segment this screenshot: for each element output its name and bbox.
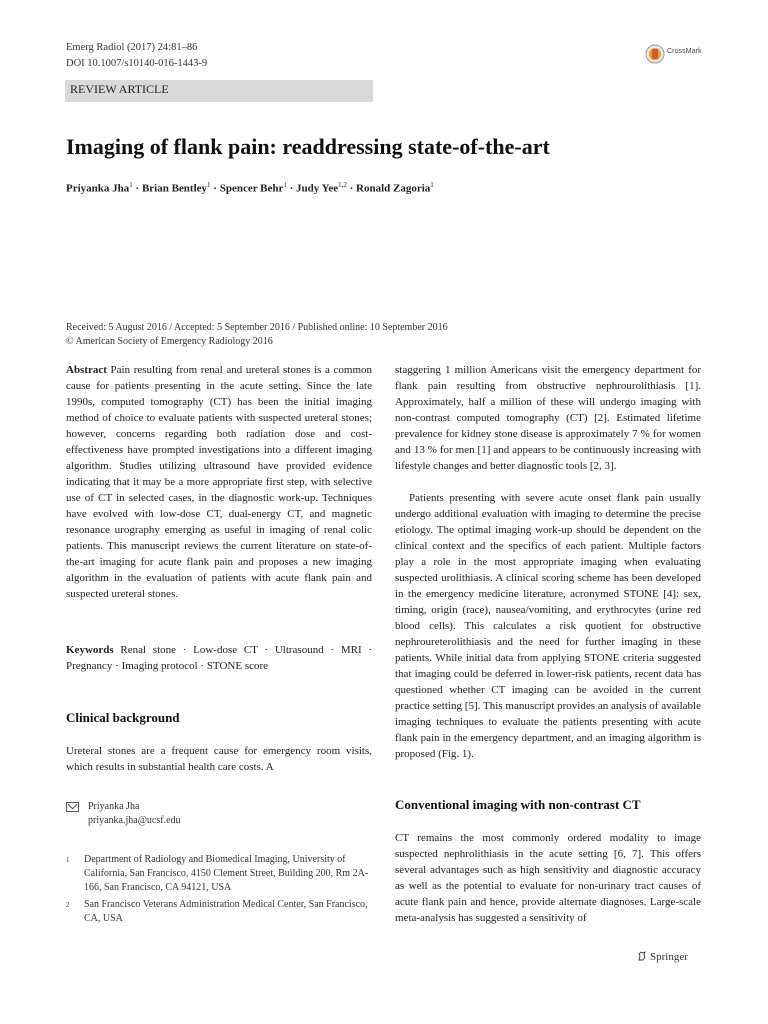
crossmark-badge[interactable] bbox=[645, 44, 715, 66]
abstract-text: Pain resulting from renal and ureteral stones is a common cause for patients presenting in the acute setting. Since the late 1990s, computed tomography (CT) has been the initial imaging method of choice to evaluate patients with suspected ureteral stones; however, concerns regarding both radiation dose and cost-effectiveness have prompted investigations into a different imaging algorithm. Studies utilizing ultrasound have provided evidence indicating that it may be a more appropriate first step, with selective use of CT in selected cases, in the diagnostic work-up. Techniques have evolved with low-dose CT, dual-energy CT, and magnetic resonance urography emerging as useful in imaging of renal colic patients. This manuscript reviews the current literature on state-of-the-art imaging for acute flank pain and proposes a new imaging algorithm in the evaluation of patients with acute flank pain and suspected ureteral stones. bbox=[66, 364, 373, 600]
crossmark-label: CrossMark bbox=[667, 48, 702, 55]
affiliation-number: 2 bbox=[66, 901, 70, 909]
article-title: Imaging of flank pain: readdressing state-of-the-art bbox=[66, 134, 550, 159]
author-list: Priyanka Jha$^1$ · Brian Bentley$^1$ · Spencer Behr$^1$ · Judy Yee$^{1,2}$ · Ronald Zagoria$^1$ bbox=[66, 181, 434, 195]
springer-horse-icon bbox=[637, 951, 647, 961]
clinical-background-heading: Clinical background bbox=[66, 710, 180, 725]
affiliation-number: 1 bbox=[66, 856, 70, 864]
author-affiliation: 1 bbox=[430, 181, 434, 189]
clinical-background-text bbox=[66, 743, 372, 775]
affiliation-2 bbox=[66, 898, 372, 926]
correspondence-email[interactable]: priyanka.jha@ucsf.edu bbox=[88, 815, 181, 826]
abstract-label: Abstract bbox=[66, 364, 107, 376]
envelope-icon bbox=[66, 802, 79, 812]
body-paragraph: CT remains the most commonly ordered modality to image suspected nephrolithiasis in the acute setting [6, 7]. This offers several advantages such as high sensitivity and diagnostic accuracy as well as the potential to evaluate for non-urinary tract causes of acute flank pain and hence, provide alternate diagnoses. Large-scale meta-analysis has suggested a sensitivity of bbox=[395, 832, 701, 924]
copyright-line: © American Society of Emergency Radiology 2016 bbox=[66, 336, 273, 347]
keywords-text: Renal stone · Low-dose CT · Ultrasound · MRI · Pregnancy · Imaging protocol · STONE score bbox=[66, 644, 372, 672]
affiliation-text: Department of Radiology and Biomedical Imaging, University of California, San Francisco, 4150 Clement Street, Building 200, Rm 2A-166, San Francisco, CA 94121, USA bbox=[84, 854, 369, 893]
author-affiliation: 1 bbox=[129, 181, 133, 189]
keywords-block bbox=[66, 642, 372, 674]
journal-line: Emerg Radiol (2017) 24:81–86 bbox=[66, 42, 198, 53]
ct-paragraph bbox=[395, 830, 701, 926]
intro-paragraph-1 bbox=[395, 362, 701, 474]
author-name: Priyanka Jha bbox=[66, 182, 130, 195]
ct-section-heading: Conventional imaging with non-contrast CT bbox=[395, 797, 641, 812]
publication-dates bbox=[66, 321, 448, 349]
author-name: Judy Yee bbox=[296, 182, 339, 195]
keywords-label: Keywords bbox=[66, 644, 114, 656]
publisher-footer bbox=[637, 951, 688, 963]
intro-paragraph-2 bbox=[395, 490, 701, 762]
correspondence bbox=[88, 800, 181, 828]
publisher-name: Springer bbox=[650, 951, 688, 963]
journal-citation bbox=[66, 40, 207, 72]
affiliation-1 bbox=[66, 853, 372, 895]
dates-line: Received: 5 August 2016 / Accepted: 5 September 2016 / Published online: 10 September 2016 bbox=[66, 322, 448, 333]
author-affiliation: 1 bbox=[207, 181, 211, 189]
article-type-banner bbox=[65, 80, 373, 102]
author-name: Ronald Zagoria bbox=[356, 182, 431, 195]
correspondence-name: Priyanka Jha bbox=[88, 801, 140, 812]
author-name: Brian Bentley bbox=[141, 182, 208, 195]
crossmark-icon bbox=[645, 44, 665, 64]
clinical-background-paragraph: Ureteral stones are a frequent cause for emergency room visits, which results in substantial health care costs. A bbox=[66, 745, 372, 773]
author-affiliation: 1 bbox=[283, 181, 287, 189]
author-name: Spencer Behr bbox=[219, 182, 284, 195]
abstract-block bbox=[66, 362, 372, 602]
article-type-label: REVIEW ARTICLE bbox=[70, 82, 169, 96]
body-paragraph: staggering 1 million Americans visit the emergency department for flank pain resulting from obstructive nephrourolithiasis [1]. Approximately, half a million of these will undergo imaging with non-contrast computed tomography (CT) [2]. Estimated lifetime prevalence for kidney stone disease is approximately 7 % for women and 13 % for men [1] and appears to be continuously increasing with lifestyle changes and better diagnostic tools [2, 3]. bbox=[395, 364, 701, 472]
author-affiliation: 1,2 bbox=[338, 181, 347, 189]
body-paragraph: Patients presenting with severe acute onset flank pain usually undergo additional evaluation with imaging to determine the precise etiology. The optimal imaging work-up should be dependent on the clinical context and the specifics of each patient. Multiple factors play a role in the most appropriate imaging when evaluating suspected urolithiasis. A clinical scoring scheme has been developed in the emergency medicine literature, acronymed STONE [4]: sex, timing, origin (race), nausea/vomiting, and erythrocytes (urine red blood cells). This calculates a risk quotient for obstructive nephroureterolithiasis and the need for further imaging in these patients. While initial data from applying STONE criteria suggested that imaging could be deferred in lower-risk patients, recent data has questioned whether CT imaging can be avoided in the current practice setting [5]. This manuscript provides an analysis of available imaging techniques to evaluate the patients presenting with acute flank pain in the emergency department, and an imaging algorithm is proposed (Fig. 1). bbox=[395, 492, 701, 760]
doi-line: DOI 10.1007/s10140-016-1443-9 bbox=[66, 58, 208, 69]
affiliation-text: San Francisco Veterans Administration Medical Center, San Francisco, CA, USA bbox=[84, 899, 368, 924]
